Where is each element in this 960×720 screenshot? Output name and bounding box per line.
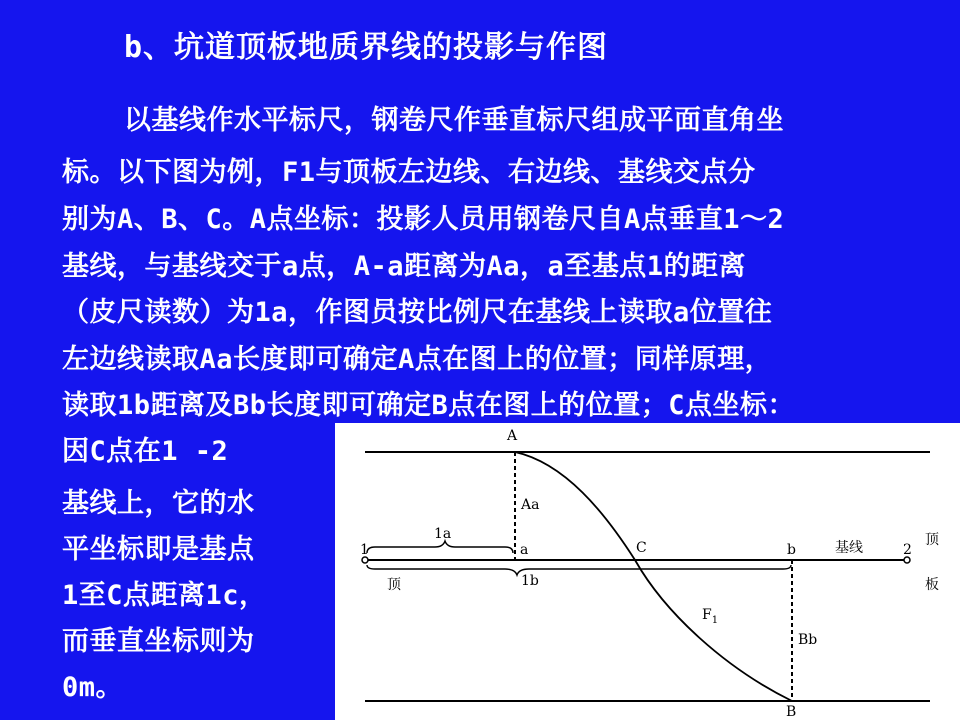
label-b: b (787, 542, 796, 558)
label-C: C (636, 540, 647, 556)
side-line-1: 基线上，它的水 (62, 488, 255, 519)
projection-diagram (335, 423, 960, 720)
paragraph-line-1: 以基线作水平标尺，钢卷尺作垂直标尺组成平面直角坐 (124, 105, 784, 136)
paragraph-line-8: 因C点在1 -2 (62, 436, 229, 467)
label-top-right-1: 顶 (925, 532, 939, 548)
brace-1b (367, 565, 791, 575)
label-A: A (507, 428, 518, 444)
label-top-right-2: 板 (925, 577, 939, 593)
label-B: B (786, 704, 797, 720)
label-Aa: Aa (521, 497, 540, 513)
side-line-2: 平坐标即是基点 (62, 534, 255, 565)
paragraph-line-5: （皮尺读数）为1a，作图员按比例尺在基线上读取a位置往 (62, 297, 773, 328)
fault-line-f1 (515, 452, 792, 701)
side-line-4: 而垂直坐标则为 (62, 626, 255, 657)
paragraph-line-4: 基线，与基线交于a点，A-a距离为Aa，a至基点1的距离 (62, 251, 747, 282)
label-point-2: 2 (903, 542, 912, 558)
label-Bb: Bb (798, 632, 818, 648)
label-point-1: 1 (360, 542, 369, 558)
label-F-subscript: 1 (711, 615, 719, 626)
side-line-5: 0m。 (62, 672, 124, 703)
paragraph-line-3: 别为A、B、C。A点坐标：投影人员用钢卷尺自A点垂直1～2 (62, 204, 785, 235)
label-top-left: 顶 (387, 577, 401, 593)
label-F1 (702, 607, 718, 626)
label-1a: 1a (434, 526, 452, 542)
label-baseline: 基线 (835, 540, 863, 556)
label-F: F (702, 607, 712, 623)
paragraph-line-7: 读取1b距离及Bb长度即可确定B点在图上的位置；C点坐标： (62, 390, 796, 421)
side-line-3: 1至C点距离1c， (62, 580, 267, 611)
paragraph-line-2: 标。以下图为例，F1与顶板左边线、右边线、基线交点分 (62, 157, 756, 188)
paragraph-line-6: 左边线读取Aa长度即可确定A点在图上的位置；同样原理， (62, 344, 773, 375)
slide-title: b、坑道顶板地质界线的投影与作图 (124, 30, 609, 65)
diagram-svg (335, 423, 960, 720)
brace-1a (367, 541, 513, 553)
label-a: a (520, 542, 529, 558)
label-1b: 1b (521, 573, 539, 589)
